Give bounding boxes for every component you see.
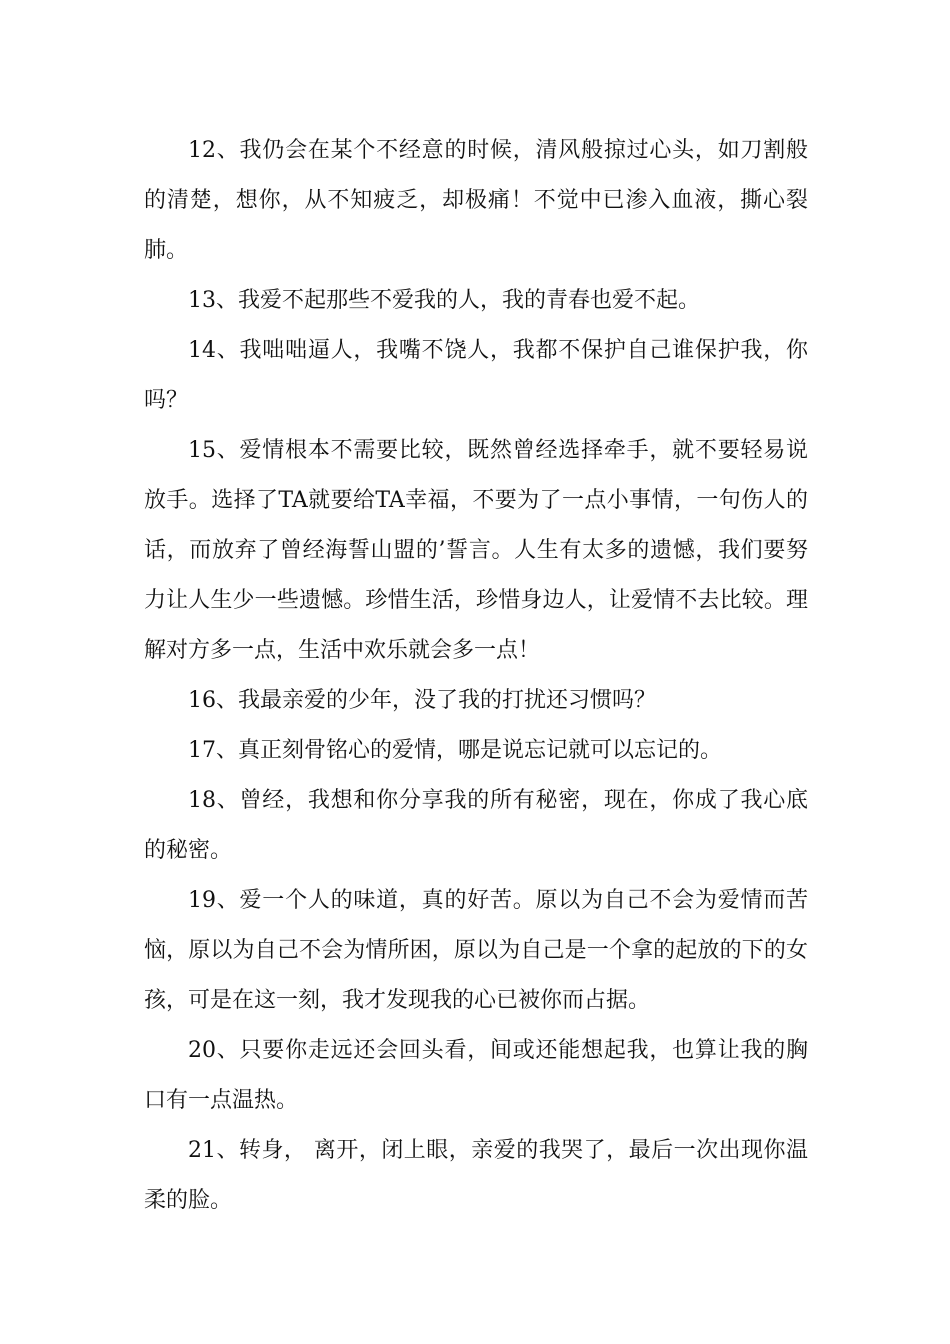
paragraph-20: 20、只要你走远还会回头看，间或还能想起我，也算让我的胸口有一点温热。 — [144, 1038, 808, 1113]
paragraph-14: 14、我咄咄逼人，我嘴不饶人，我都不保护自己谁保护我，你吗？ — [144, 338, 808, 413]
paragraph-18: 18、曾经，我想和你分享我的所有秘密，现在，你成了我心底的秘密。 — [144, 788, 808, 863]
paragraph-19: 19、爱一个人的味道，真的好苦。原以为自己不会为爱情而苦恼，原以为自己不会为情所困，原以为自己是一个拿的起放的下的女孩，可是在这一刻，我才发现我的心已被你而占据。 — [144, 888, 808, 1013]
paragraph-15: 15、爱情根本不需要比较，既然曾经选择牵手，就不要轻易说放手。选择了TA就要给TA幸福，不要为了一点小事情，一句伤人的话，而放弃了曾经海誓山盟的’誓言。人生有太多的遗憾，我们要努力让人生少一些遗憾。珍惜生活，珍惜身边人，让爱情不去比较。理解对方多一点，生活中欢乐就会多一点！ — [144, 438, 808, 663]
paragraph-21: 21、转身， 离开，闭上眼，亲爱的我哭了，最后一次出现你温柔的脸。 — [144, 1138, 808, 1213]
paragraph-13: 13、我爱不起那些不爱我的人，我的青春也爱不起。 — [188, 288, 700, 313]
paragraph-17: 17、真正刻骨铭心的爱情，哪是说忘记就可以忘记的。 — [188, 738, 722, 763]
paragraph-12: 12、我仍会在某个不经意的时候，清风般掠过心头，如刀割般的清楚，想你，从不知疲乏，却极痛！不觉中已渗入血液，撕心裂肺。 — [144, 138, 808, 263]
document-body — [144, 126, 808, 1226]
paragraph-16: 16、我最亲爱的少年，没了我的打扰还习惯吗？ — [188, 688, 656, 713]
